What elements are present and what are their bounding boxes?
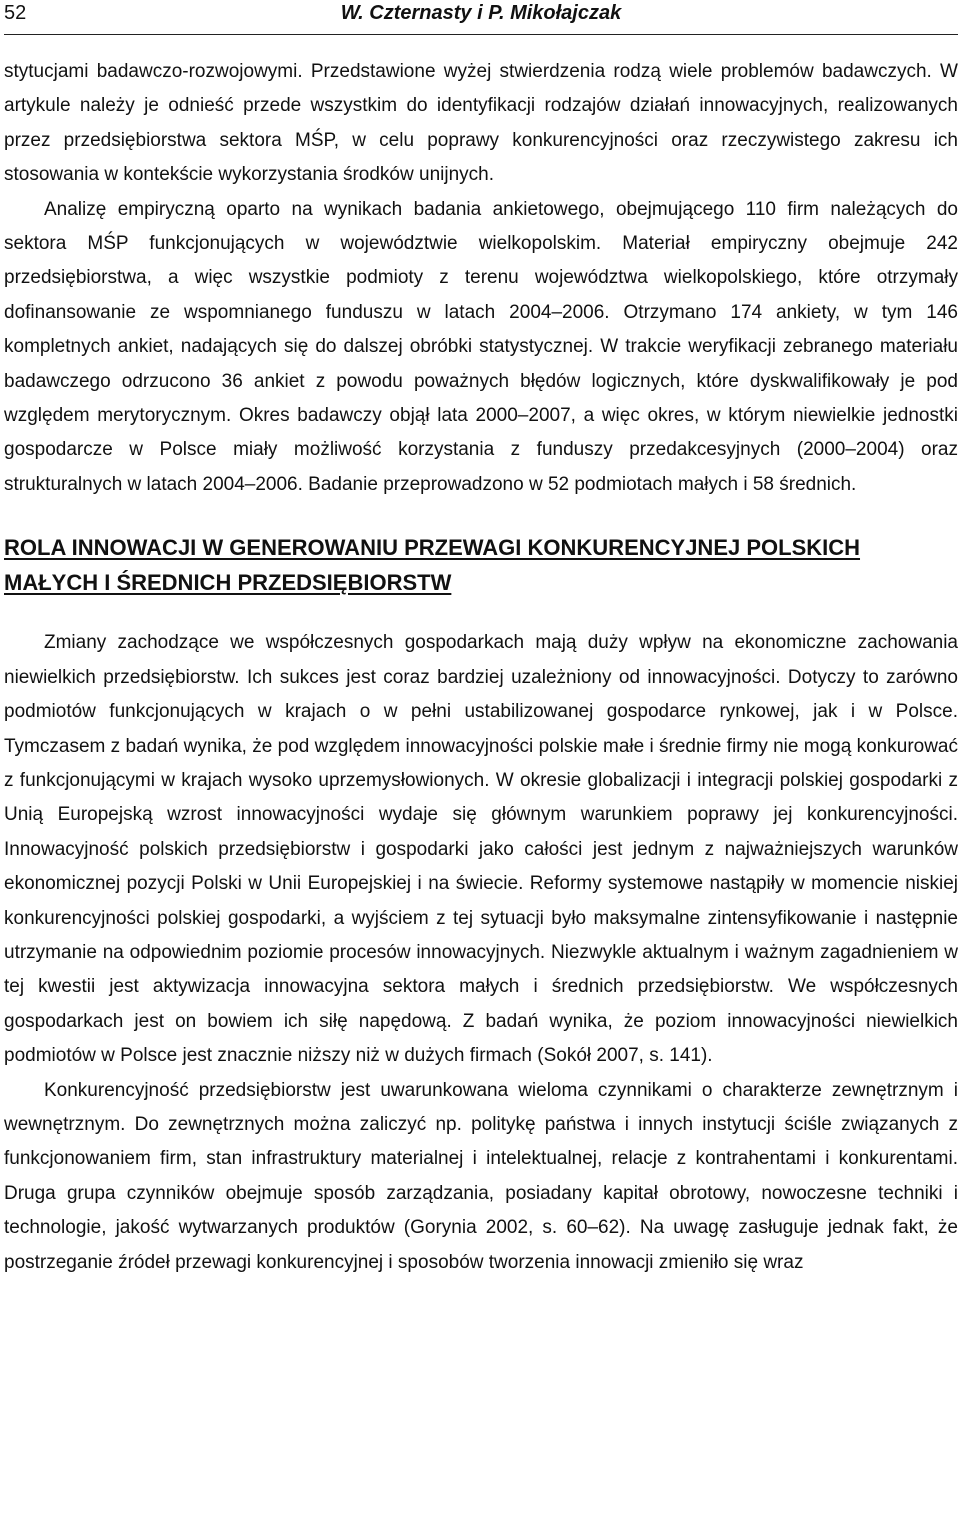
document-page bbox=[4, 0, 958, 1280]
body-paragraph: stytucjami badawczo-rozwojowymi. Przedstawione wyżej stwierdzenia rodzą wiele problemów badawczych. W artykule należy je odnieść przede wszystkim do identyfikacji rodzajów działań innowacyjnych, realizowanych przez przedsiębiorstwa sektora MŚP, w celu poprawy konkurencyjności oraz rzeczywistego zakresu ich stosowania w kontekście wykorzystania środków unijnych. bbox=[4, 61, 958, 186]
page-number: 52 bbox=[4, 2, 27, 24]
running-header bbox=[4, 0, 958, 35]
section-heading: ROLA INNOWACJI W GENEROWANIU PRZEWAGI KONKURENCYJNEJ POLSKICH MAŁYCH I ŚREDNICH PRZEDSIĘBIORSTW bbox=[4, 535, 861, 596]
body-paragraph: Konkurencyjność przedsiębiorstw jest uwarunkowana wieloma czynnikami o charakterze zewnętrznym i wewnętrznym. Do zewnętrznych można zaliczyć np. politykę państwa i innych instytucji ściśle związanych z funkcjonowaniem firm, stan infrastruktury materialnej i intelektualnej, relacje z kontrahentami i konkurentami. Druga grupa czynników obejmuje sposób zarządzania, posiadany kapitał obrotowy, nowoczesne techniki i technologie, jakość wytwarzanych produktów (Gorynia 2002, s. 60–62). Na uwagę zasługuje jednak fakt, że postrzeganie źródeł przewagi konkurencyjnej i sposobów tworzenia innowacji zmieniło się wraz bbox=[4, 1079, 958, 1273]
body-paragraph: Analizę empiryczną oparto na wynikach badania ankietowego, obejmującego 110 firm należących do sektora MŚP funkcjonujących w województwie wielkopolskim. Materiał empiryczny obejmuje 242 przedsiębiorstwa, a więc wszystkie podmioty z terenu województwa wielkopolskiego, które otrzymały dofinansowanie ze wspomnianego funduszu w latach 2004–2006. Otrzymano 174 ankiety, w tym 146 kompletnych ankiet, nadających się do dalszej obróbki statystycznej. W trakcie weryfikacji zebranego materiału badawczego odrzucono 36 ankiet z powodu poważnych błędów logicznych, które dyskwalifikowały je pod względem merytorycznym. Okres badawczy objął lata 2000–2007, a więc okres, w którym niewielkie jednostki gospodarcze w Polsce miały możliwość korzystania z funduszy przedakcesyjnych (2000–2004) oraz strukturalnych w latach 2004–2006. Badanie przeprowadzono w 52 podmiotach małych i 58 średnich. bbox=[4, 198, 958, 495]
body-paragraph: Zmiany zachodzące we współczesnych gospodarkach mają duży wpływ na ekonomiczne zachowania niewielkich przedsiębiorstw. Ich sukces jest coraz bardziej uzależniony od innowacyjności. Dotyczy to zarówno podmiotów funkcjonujących w krajach o w pełni ustabilizowanej gospodarce rynkowej, jak i w Polsce. Tymczasem z badań wynika, że pod względem innowacyjności polskie małe i średnie firmy nie mogą konkurować z funkcjonującymi w krajach wysoko uprzemysłowionych. W okresie globalizacji i integracji polskiej gospodarki z Unią Europejską wzrost innowacyjności wydaje się głównym warunkiem poprawy jej konkurencyjności. Innowacyjność polskich przedsiębiorstw i gospodarki jako całości jest jednym z najważniejszych warunków ekonomicznej pozycji Polski w Unii Europejskiej i na świecie. Reformy systemowe nastąpiły w momencie niskiej konkurencyjności polskiej gospodarki, a wyjściem z tej sytuacji było maksymalne zintensyfikowanie i następnie utrzymanie na odpowiednim poziomie procesów innowacyjnych. Niezwykle aktualnym i ważnym zagadnieniem w tej kwestii jest aktywizacja innowacyjna sektora małych i średnich przedsiębiorstw. We współczesnych gospodarkach jest on bowiem ich siłę napędową. Z badań wynika, że poziom innowacyjności niewielkich podmiotów w Polsce jest znacznie niższy niż w dużych firmach (Sokół 2007, s. 141). bbox=[4, 632, 958, 1067]
running-title: W. Czternasty i P. Mikołajczak bbox=[340, 2, 622, 24]
